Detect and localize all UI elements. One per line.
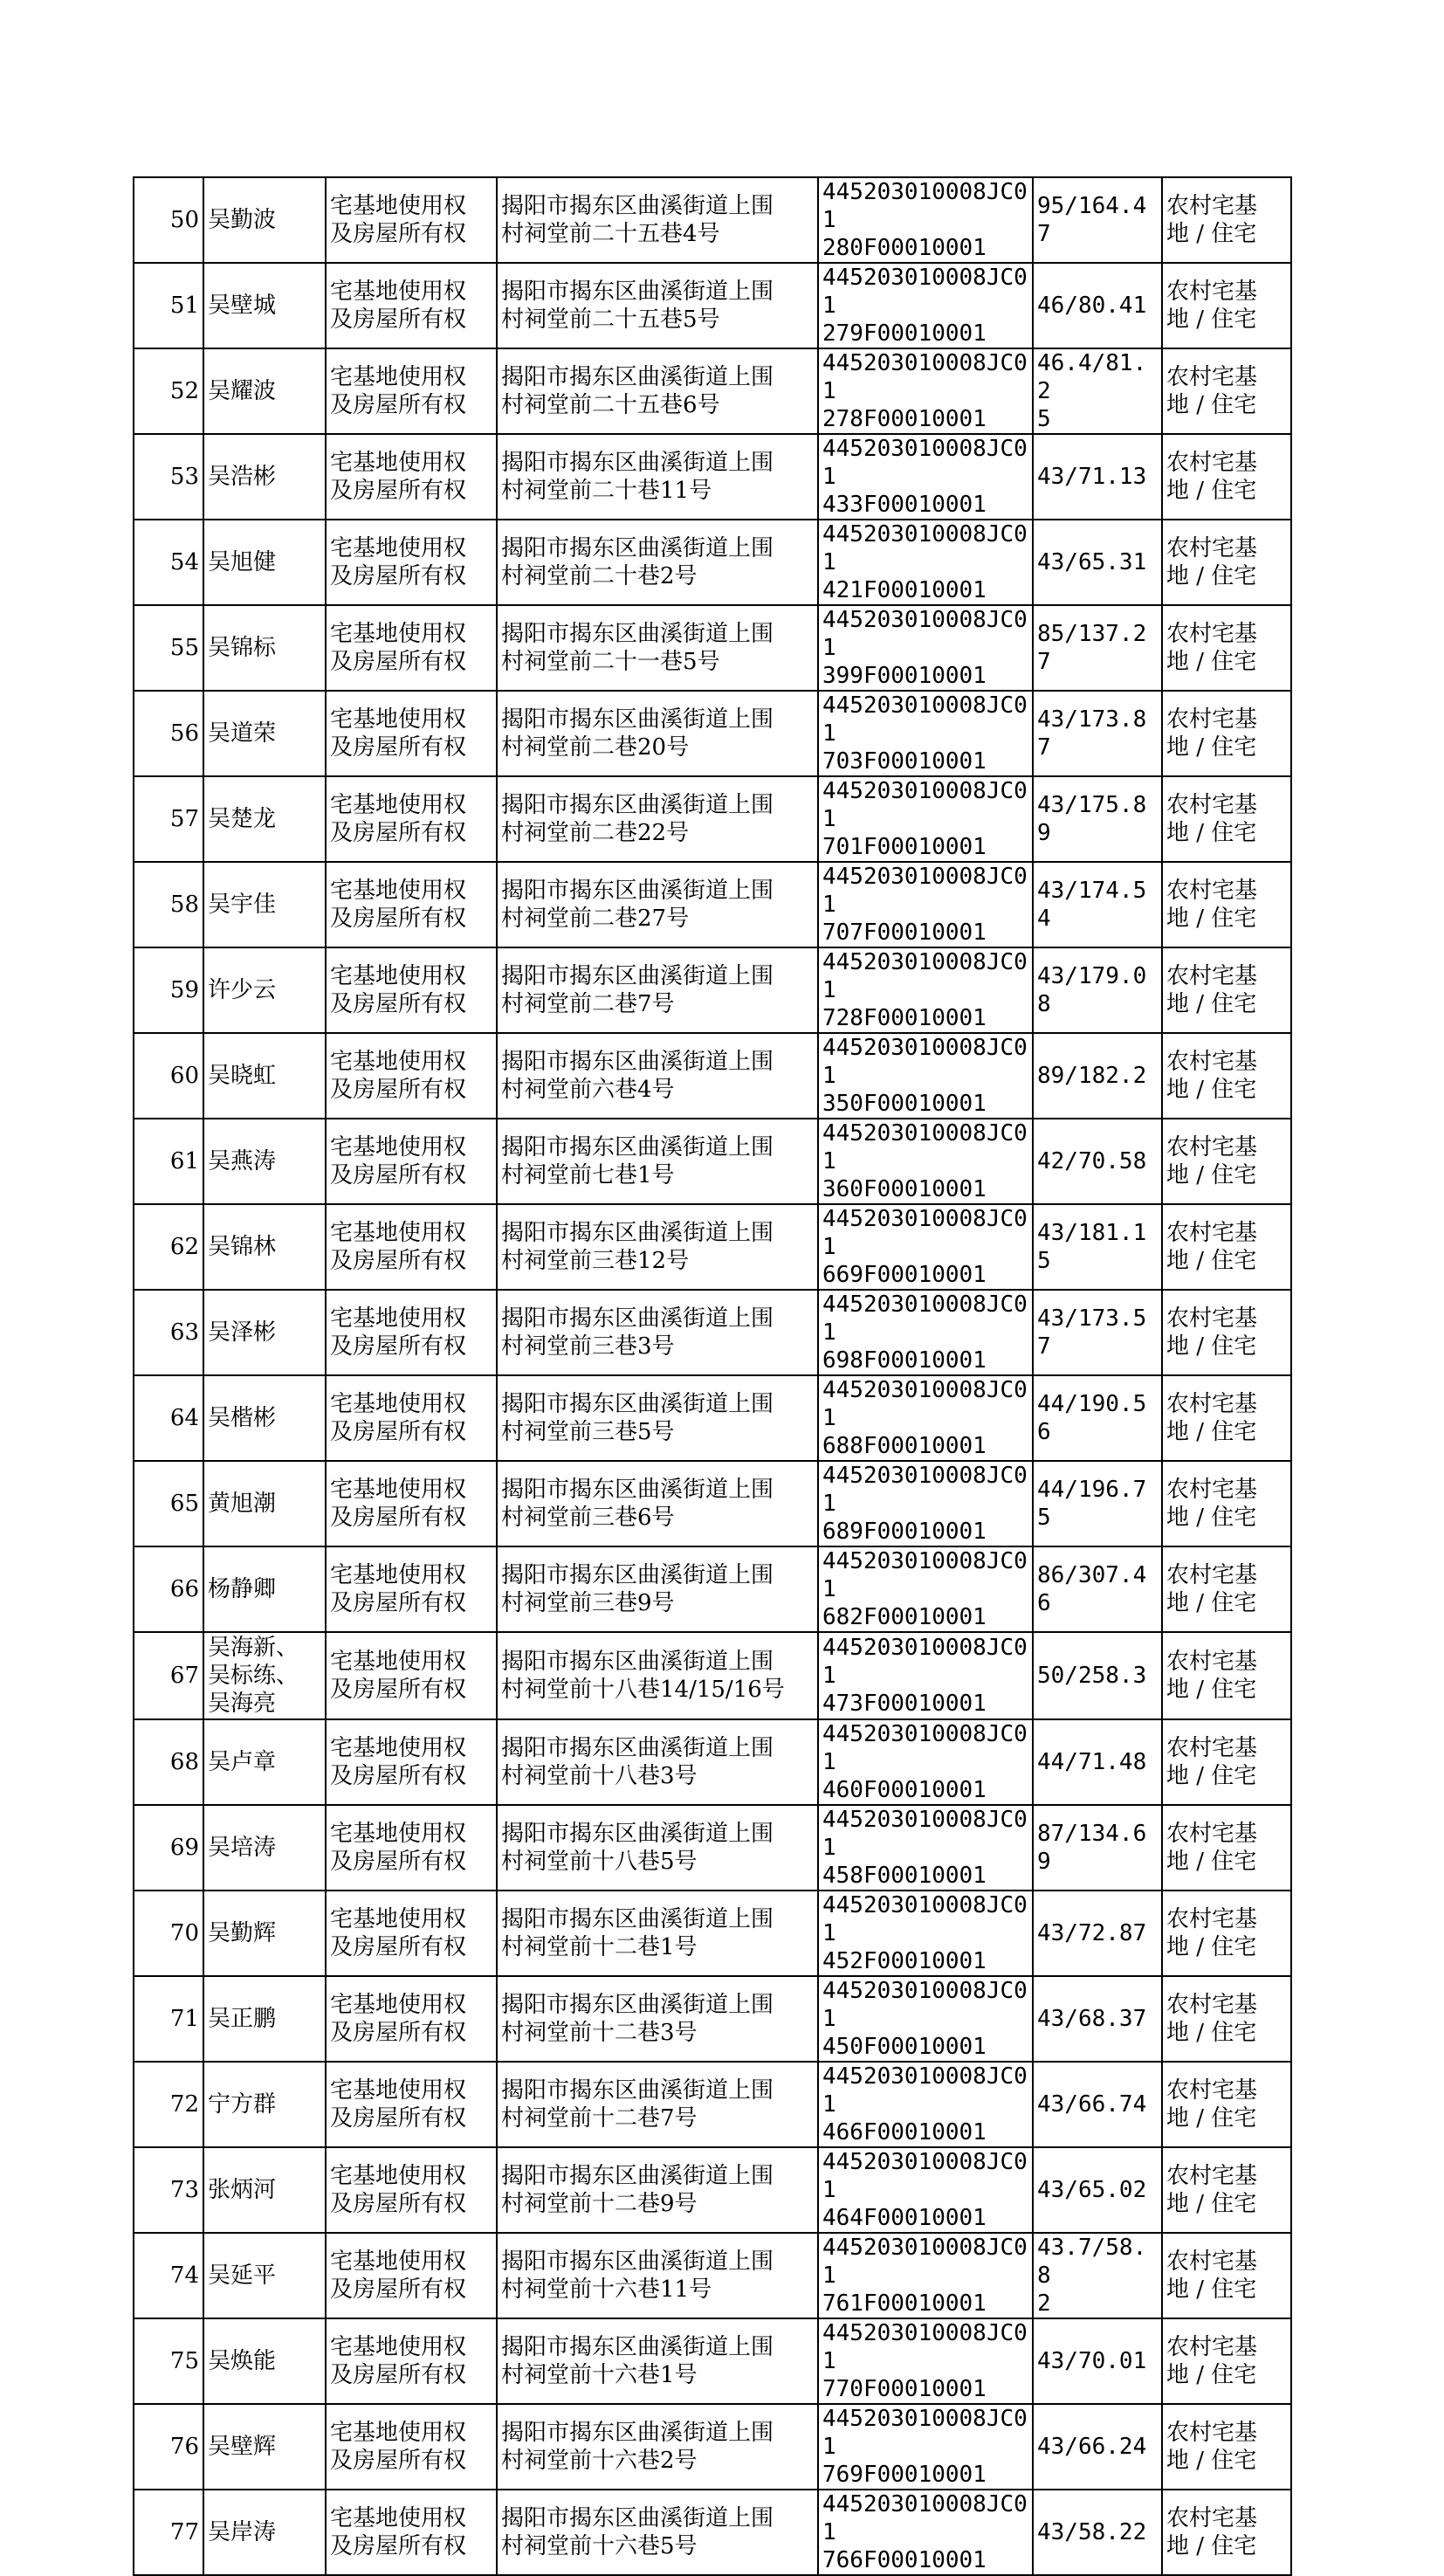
unit-code-cell: 445203010008JC01 766F00010001 <box>818 2490 1033 2575</box>
unit-code-cell: 445203010008JC01 689F00010001 <box>818 1461 1033 1546</box>
row-number-cell: 64 <box>134 1375 203 1461</box>
land-use-cell: 农村宅基 地 / 住宅 <box>1162 434 1291 520</box>
property-address-cell: 揭阳市揭东区曲溪街道上围 村祠堂前二十五巷6号 <box>497 348 818 434</box>
right-type-cell: 宅基地使用权 及房屋所有权 <box>326 605 497 691</box>
right-type-cell: 宅基地使用权 及房屋所有权 <box>326 177 497 263</box>
land-use-cell: 农村宅基 地 / 住宅 <box>1162 862 1291 947</box>
unit-code-cell: 445203010008JC01 464F00010001 <box>818 2147 1033 2233</box>
row-number-cell: 53 <box>134 434 203 520</box>
table-row <box>134 1461 1291 1546</box>
property-address-cell: 揭阳市揭东区曲溪街道上围 村祠堂前二巷22号 <box>497 776 818 862</box>
property-address-cell: 揭阳市揭东区曲溪街道上围 村祠堂前十六巷11号 <box>497 2233 818 2318</box>
row-number-cell: 77 <box>134 2490 203 2575</box>
right-type-cell: 宅基地使用权 及房屋所有权 <box>326 348 497 434</box>
property-registry-table <box>133 176 1292 2576</box>
owner-name-cell: 吴楚龙 <box>203 776 326 862</box>
row-number-cell: 60 <box>134 1033 203 1119</box>
unit-code-cell: 445203010008JC01 698F00010001 <box>818 1290 1033 1375</box>
owner-name-cell: 吴勤辉 <box>203 1891 326 1976</box>
unit-code-cell: 445203010008JC01 350F00010001 <box>818 1033 1033 1119</box>
area-value-cell: 43/181.15 <box>1033 1204 1162 1290</box>
property-address-cell: 揭阳市揭东区曲溪街道上围 村祠堂前十二巷7号 <box>497 2062 818 2147</box>
area-value-cell: 43.7/58.8 2 <box>1033 2233 1162 2318</box>
area-value-cell: 43/68.37 <box>1033 1976 1162 2062</box>
right-type-cell: 宅基地使用权 及房屋所有权 <box>326 1461 497 1546</box>
right-type-cell: 宅基地使用权 及房屋所有权 <box>326 1119 497 1204</box>
unit-code-cell: 445203010008JC01 707F00010001 <box>818 862 1033 947</box>
area-value-cell: 89/182.2 <box>1033 1033 1162 1119</box>
row-number-cell: 66 <box>134 1546 203 1632</box>
right-type-cell: 宅基地使用权 及房屋所有权 <box>326 1204 497 1290</box>
land-use-cell: 农村宅基 地 / 住宅 <box>1162 1891 1291 1976</box>
table-row <box>134 1805 1291 1891</box>
property-address-cell: 揭阳市揭东区曲溪街道上围 村祠堂前十二巷9号 <box>497 2147 818 2233</box>
right-type-cell: 宅基地使用权 及房屋所有权 <box>326 1546 497 1632</box>
owner-name-cell: 许少云 <box>203 947 326 1033</box>
area-value-cell: 43/71.13 <box>1033 434 1162 520</box>
property-address-cell: 揭阳市揭东区曲溪街道上围 村祠堂前十八巷3号 <box>497 1719 818 1805</box>
property-address-cell: 揭阳市揭东区曲溪街道上围 村祠堂前二十巷2号 <box>497 520 818 605</box>
table-row <box>134 691 1291 776</box>
land-use-cell: 农村宅基 地 / 住宅 <box>1162 776 1291 862</box>
right-type-cell: 宅基地使用权 及房屋所有权 <box>326 1891 497 1976</box>
property-address-cell: 揭阳市揭东区曲溪街道上围 村祠堂前七巷1号 <box>497 1119 818 1204</box>
area-value-cell: 43/179.08 <box>1033 947 1162 1033</box>
table-row <box>134 520 1291 605</box>
property-address-cell: 揭阳市揭东区曲溪街道上围 村祠堂前十六巷1号 <box>497 2318 818 2404</box>
table-row <box>134 2404 1291 2490</box>
row-number-cell: 62 <box>134 1204 203 1290</box>
property-address-cell: 揭阳市揭东区曲溪街道上围 村祠堂前十八巷5号 <box>497 1805 818 1891</box>
table-row <box>134 1204 1291 1290</box>
table-row <box>134 348 1291 434</box>
right-type-cell: 宅基地使用权 及房屋所有权 <box>326 947 497 1033</box>
owner-name-cell: 吴延平 <box>203 2233 326 2318</box>
row-number-cell: 61 <box>134 1119 203 1204</box>
right-type-cell: 宅基地使用权 及房屋所有权 <box>326 1290 497 1375</box>
land-use-cell: 农村宅基 地 / 住宅 <box>1162 1632 1291 1719</box>
property-address-cell: 揭阳市揭东区曲溪街道上围 村祠堂前三巷12号 <box>497 1204 818 1290</box>
area-value-cell: 43/65.31 <box>1033 520 1162 605</box>
row-number-cell: 67 <box>134 1632 203 1719</box>
table-row <box>134 263 1291 348</box>
unit-code-cell: 445203010008JC01 458F00010001 <box>818 1805 1033 1891</box>
property-address-cell: 揭阳市揭东区曲溪街道上围 村祠堂前二十五巷4号 <box>497 177 818 263</box>
owner-name-cell: 吴耀波 <box>203 348 326 434</box>
right-type-cell: 宅基地使用权 及房屋所有权 <box>326 1033 497 1119</box>
property-address-cell: 揭阳市揭东区曲溪街道上围 村祠堂前二十一巷5号 <box>497 605 818 691</box>
property-address-cell: 揭阳市揭东区曲溪街道上围 村祠堂前二十五巷5号 <box>497 263 818 348</box>
area-value-cell: 43/72.87 <box>1033 1891 1162 1976</box>
row-number-cell: 59 <box>134 947 203 1033</box>
unit-code-cell: 445203010008JC01 769F00010001 <box>818 2404 1033 2490</box>
right-type-cell: 宅基地使用权 及房屋所有权 <box>326 2490 497 2575</box>
unit-code-cell: 445203010008JC01 460F00010001 <box>818 1719 1033 1805</box>
area-value-cell: 86/307.46 <box>1033 1546 1162 1632</box>
table-row <box>134 862 1291 947</box>
area-value-cell: 44/190.56 <box>1033 1375 1162 1461</box>
row-number-cell: 73 <box>134 2147 203 2233</box>
area-value-cell: 44/196.75 <box>1033 1461 1162 1546</box>
table-row <box>134 1033 1291 1119</box>
unit-code-cell: 445203010008JC01 452F00010001 <box>818 1891 1033 1976</box>
area-value-cell: 95/164.47 <box>1033 177 1162 263</box>
area-value-cell: 43/58.22 <box>1033 2490 1162 2575</box>
owner-name-cell: 吴正鹏 <box>203 1976 326 2062</box>
land-use-cell: 农村宅基 地 / 住宅 <box>1162 348 1291 434</box>
table-row <box>134 1976 1291 2062</box>
property-address-cell: 揭阳市揭东区曲溪街道上围 村祠堂前十六巷5号 <box>497 2490 818 2575</box>
unit-code-cell: 445203010008JC01 466F00010001 <box>818 2062 1033 2147</box>
right-type-cell: 宅基地使用权 及房屋所有权 <box>326 2147 497 2233</box>
row-number-cell: 50 <box>134 177 203 263</box>
property-address-cell: 揭阳市揭东区曲溪街道上围 村祠堂前十二巷1号 <box>497 1891 818 1976</box>
owner-name-cell: 黄旭潮 <box>203 1461 326 1546</box>
area-value-cell: 43/66.74 <box>1033 2062 1162 2147</box>
right-type-cell: 宅基地使用权 及房屋所有权 <box>326 2233 497 2318</box>
table-row <box>134 1375 1291 1461</box>
owner-name-cell: 吴楷彬 <box>203 1375 326 1461</box>
unit-code-cell: 445203010008JC01 669F00010001 <box>818 1204 1033 1290</box>
right-type-cell: 宅基地使用权 及房屋所有权 <box>326 2318 497 2404</box>
row-number-cell: 55 <box>134 605 203 691</box>
land-use-cell: 农村宅基 地 / 住宅 <box>1162 2404 1291 2490</box>
owner-name-cell: 吴岸涛 <box>203 2490 326 2575</box>
row-number-cell: 57 <box>134 776 203 862</box>
table-row <box>134 2147 1291 2233</box>
land-use-cell: 农村宅基 地 / 住宅 <box>1162 1719 1291 1805</box>
owner-name-cell: 吴宇佳 <box>203 862 326 947</box>
table-row <box>134 1632 1291 1719</box>
right-type-cell: 宅基地使用权 及房屋所有权 <box>326 1719 497 1805</box>
land-use-cell: 农村宅基 地 / 住宅 <box>1162 1119 1291 1204</box>
owner-name-cell: 吴壁城 <box>203 263 326 348</box>
unit-code-cell: 445203010008JC01 761F00010001 <box>818 2233 1033 2318</box>
table-row <box>134 1119 1291 1204</box>
row-number-cell: 75 <box>134 2318 203 2404</box>
land-use-cell: 农村宅基 地 / 住宅 <box>1162 1375 1291 1461</box>
land-use-cell: 农村宅基 地 / 住宅 <box>1162 2147 1291 2233</box>
owner-name-cell: 吴浩彬 <box>203 434 326 520</box>
owner-name-cell: 吴卢章 <box>203 1719 326 1805</box>
area-value-cell: 85/137.27 <box>1033 605 1162 691</box>
right-type-cell: 宅基地使用权 及房屋所有权 <box>326 2404 497 2490</box>
area-value-cell: 43/70.01 <box>1033 2318 1162 2404</box>
area-value-cell: 43/173.57 <box>1033 1290 1162 1375</box>
table-body <box>134 177 1291 2575</box>
row-number-cell: 54 <box>134 520 203 605</box>
owner-name-cell: 吴旭健 <box>203 520 326 605</box>
area-value-cell: 46/80.41 <box>1033 263 1162 348</box>
property-address-cell: 揭阳市揭东区曲溪街道上围 村祠堂前三巷9号 <box>497 1546 818 1632</box>
land-use-cell: 农村宅基 地 / 住宅 <box>1162 1033 1291 1119</box>
land-use-cell: 农村宅基 地 / 住宅 <box>1162 520 1291 605</box>
property-address-cell: 揭阳市揭东区曲溪街道上围 村祠堂前二十巷11号 <box>497 434 818 520</box>
row-number-cell: 58 <box>134 862 203 947</box>
unit-code-cell: 445203010008JC01 473F00010001 <box>818 1632 1033 1719</box>
land-use-cell: 农村宅基 地 / 住宅 <box>1162 1976 1291 2062</box>
area-value-cell: 44/71.48 <box>1033 1719 1162 1805</box>
table-row <box>134 1290 1291 1375</box>
land-use-cell: 农村宅基 地 / 住宅 <box>1162 1546 1291 1632</box>
land-use-cell: 农村宅基 地 / 住宅 <box>1162 263 1291 348</box>
unit-code-cell: 445203010008JC01 433F00010001 <box>818 434 1033 520</box>
right-type-cell: 宅基地使用权 及房屋所有权 <box>326 263 497 348</box>
row-number-cell: 63 <box>134 1290 203 1375</box>
owner-name-cell: 宁方群 <box>203 2062 326 2147</box>
owner-name-cell: 吴焕能 <box>203 2318 326 2404</box>
row-number-cell: 76 <box>134 2404 203 2490</box>
property-address-cell: 揭阳市揭东区曲溪街道上围 村祠堂前十六巷2号 <box>497 2404 818 2490</box>
owner-name-cell: 吴培涛 <box>203 1805 326 1891</box>
owner-name-cell: 吴锦林 <box>203 1204 326 1290</box>
unit-code-cell: 445203010008JC01 280F00010001 <box>818 177 1033 263</box>
area-value-cell: 43/173.87 <box>1033 691 1162 776</box>
unit-code-cell: 445203010008JC01 279F00010001 <box>818 263 1033 348</box>
table-row <box>134 2233 1291 2318</box>
property-address-cell: 揭阳市揭东区曲溪街道上围 村祠堂前十二巷3号 <box>497 1976 818 2062</box>
area-value-cell: 87/134.69 <box>1033 1805 1162 1891</box>
land-use-cell: 农村宅基 地 / 住宅 <box>1162 1461 1291 1546</box>
row-number-cell: 52 <box>134 348 203 434</box>
unit-code-cell: 445203010008JC01 360F00010001 <box>818 1119 1033 1204</box>
land-use-cell: 农村宅基 地 / 住宅 <box>1162 177 1291 263</box>
right-type-cell: 宅基地使用权 及房屋所有权 <box>326 434 497 520</box>
table-row <box>134 1719 1291 1805</box>
land-use-cell: 农村宅基 地 / 住宅 <box>1162 2318 1291 2404</box>
owner-name-cell: 吴海新、 吴标练、 吴海亮 <box>203 1632 326 1719</box>
table-row <box>134 1546 1291 1632</box>
area-value-cell: 46.4/81.2 5 <box>1033 348 1162 434</box>
land-use-cell: 农村宅基 地 / 住宅 <box>1162 2062 1291 2147</box>
unit-code-cell: 445203010008JC01 421F00010001 <box>818 520 1033 605</box>
land-use-cell: 农村宅基 地 / 住宅 <box>1162 1290 1291 1375</box>
row-number-cell: 51 <box>134 263 203 348</box>
land-use-cell: 农村宅基 地 / 住宅 <box>1162 2490 1291 2575</box>
area-value-cell: 50/258.3 <box>1033 1632 1162 1719</box>
table-row <box>134 1891 1291 1976</box>
table-row <box>134 2490 1291 2575</box>
unit-code-cell: 445203010008JC01 728F00010001 <box>818 947 1033 1033</box>
right-type-cell: 宅基地使用权 及房屋所有权 <box>326 1805 497 1891</box>
area-value-cell: 43/65.02 <box>1033 2147 1162 2233</box>
right-type-cell: 宅基地使用权 及房屋所有权 <box>326 1976 497 2062</box>
unit-code-cell: 445203010008JC01 399F00010001 <box>818 605 1033 691</box>
row-number-cell: 65 <box>134 1461 203 1546</box>
table-row <box>134 434 1291 520</box>
row-number-cell: 56 <box>134 691 203 776</box>
area-value-cell: 43/175.89 <box>1033 776 1162 862</box>
unit-code-cell: 445203010008JC01 682F00010001 <box>818 1546 1033 1632</box>
unit-code-cell: 445203010008JC01 703F00010001 <box>818 691 1033 776</box>
owner-name-cell: 吴燕涛 <box>203 1119 326 1204</box>
owner-name-cell: 张炳河 <box>203 2147 326 2233</box>
area-value-cell: 42/70.58 <box>1033 1119 1162 1204</box>
owner-name-cell: 吴壁辉 <box>203 2404 326 2490</box>
unit-code-cell: 445203010008JC01 701F00010001 <box>818 776 1033 862</box>
property-address-cell: 揭阳市揭东区曲溪街道上围 村祠堂前三巷3号 <box>497 1290 818 1375</box>
row-number-cell: 69 <box>134 1805 203 1891</box>
land-use-cell: 农村宅基 地 / 住宅 <box>1162 1204 1291 1290</box>
property-address-cell: 揭阳市揭东区曲溪街道上围 村祠堂前十八巷14/15/16号 <box>497 1632 818 1719</box>
property-address-cell: 揭阳市揭东区曲溪街道上围 村祠堂前三巷6号 <box>497 1461 818 1546</box>
unit-code-cell: 445203010008JC01 688F00010001 <box>818 1375 1033 1461</box>
table-row <box>134 947 1291 1033</box>
row-number-cell: 74 <box>134 2233 203 2318</box>
owner-name-cell: 吴晓虹 <box>203 1033 326 1119</box>
row-number-cell: 71 <box>134 1976 203 2062</box>
property-address-cell: 揭阳市揭东区曲溪街道上围 村祠堂前二巷7号 <box>497 947 818 1033</box>
right-type-cell: 宅基地使用权 及房屋所有权 <box>326 776 497 862</box>
row-number-cell: 72 <box>134 2062 203 2147</box>
owner-name-cell: 吴锦标 <box>203 605 326 691</box>
right-type-cell: 宅基地使用权 及房屋所有权 <box>326 1632 497 1719</box>
area-value-cell: 43/66.24 <box>1033 2404 1162 2490</box>
area-value-cell: 43/174.54 <box>1033 862 1162 947</box>
owner-name-cell: 吴勤波 <box>203 177 326 263</box>
table-row <box>134 776 1291 862</box>
table-row <box>134 177 1291 263</box>
row-number-cell: 68 <box>134 1719 203 1805</box>
right-type-cell: 宅基地使用权 及房屋所有权 <box>326 2062 497 2147</box>
right-type-cell: 宅基地使用权 及房屋所有权 <box>326 520 497 605</box>
land-use-cell: 农村宅基 地 / 住宅 <box>1162 691 1291 776</box>
property-address-cell: 揭阳市揭东区曲溪街道上围 村祠堂前二巷20号 <box>497 691 818 776</box>
table-row <box>134 2062 1291 2147</box>
land-use-cell: 农村宅基 地 / 住宅 <box>1162 1805 1291 1891</box>
table-row <box>134 605 1291 691</box>
owner-name-cell: 杨静卿 <box>203 1546 326 1632</box>
right-type-cell: 宅基地使用权 及房屋所有权 <box>326 691 497 776</box>
unit-code-cell: 445203010008JC01 278F00010001 <box>818 348 1033 434</box>
row-number-cell: 70 <box>134 1891 203 1976</box>
property-address-cell: 揭阳市揭东区曲溪街道上围 村祠堂前六巷4号 <box>497 1033 818 1119</box>
table-row <box>134 2318 1291 2404</box>
property-address-cell: 揭阳市揭东区曲溪街道上围 村祠堂前二巷27号 <box>497 862 818 947</box>
right-type-cell: 宅基地使用权 及房屋所有权 <box>326 1375 497 1461</box>
land-use-cell: 农村宅基 地 / 住宅 <box>1162 605 1291 691</box>
land-use-cell: 农村宅基 地 / 住宅 <box>1162 947 1291 1033</box>
owner-name-cell: 吴泽彬 <box>203 1290 326 1375</box>
unit-code-cell: 445203010008JC01 770F00010001 <box>818 2318 1033 2404</box>
land-use-cell: 农村宅基 地 / 住宅 <box>1162 2233 1291 2318</box>
unit-code-cell: 445203010008JC01 450F00010001 <box>818 1976 1033 2062</box>
right-type-cell: 宅基地使用权 及房屋所有权 <box>326 862 497 947</box>
property-address-cell: 揭阳市揭东区曲溪街道上围 村祠堂前三巷5号 <box>497 1375 818 1461</box>
owner-name-cell: 吴道荣 <box>203 691 326 776</box>
